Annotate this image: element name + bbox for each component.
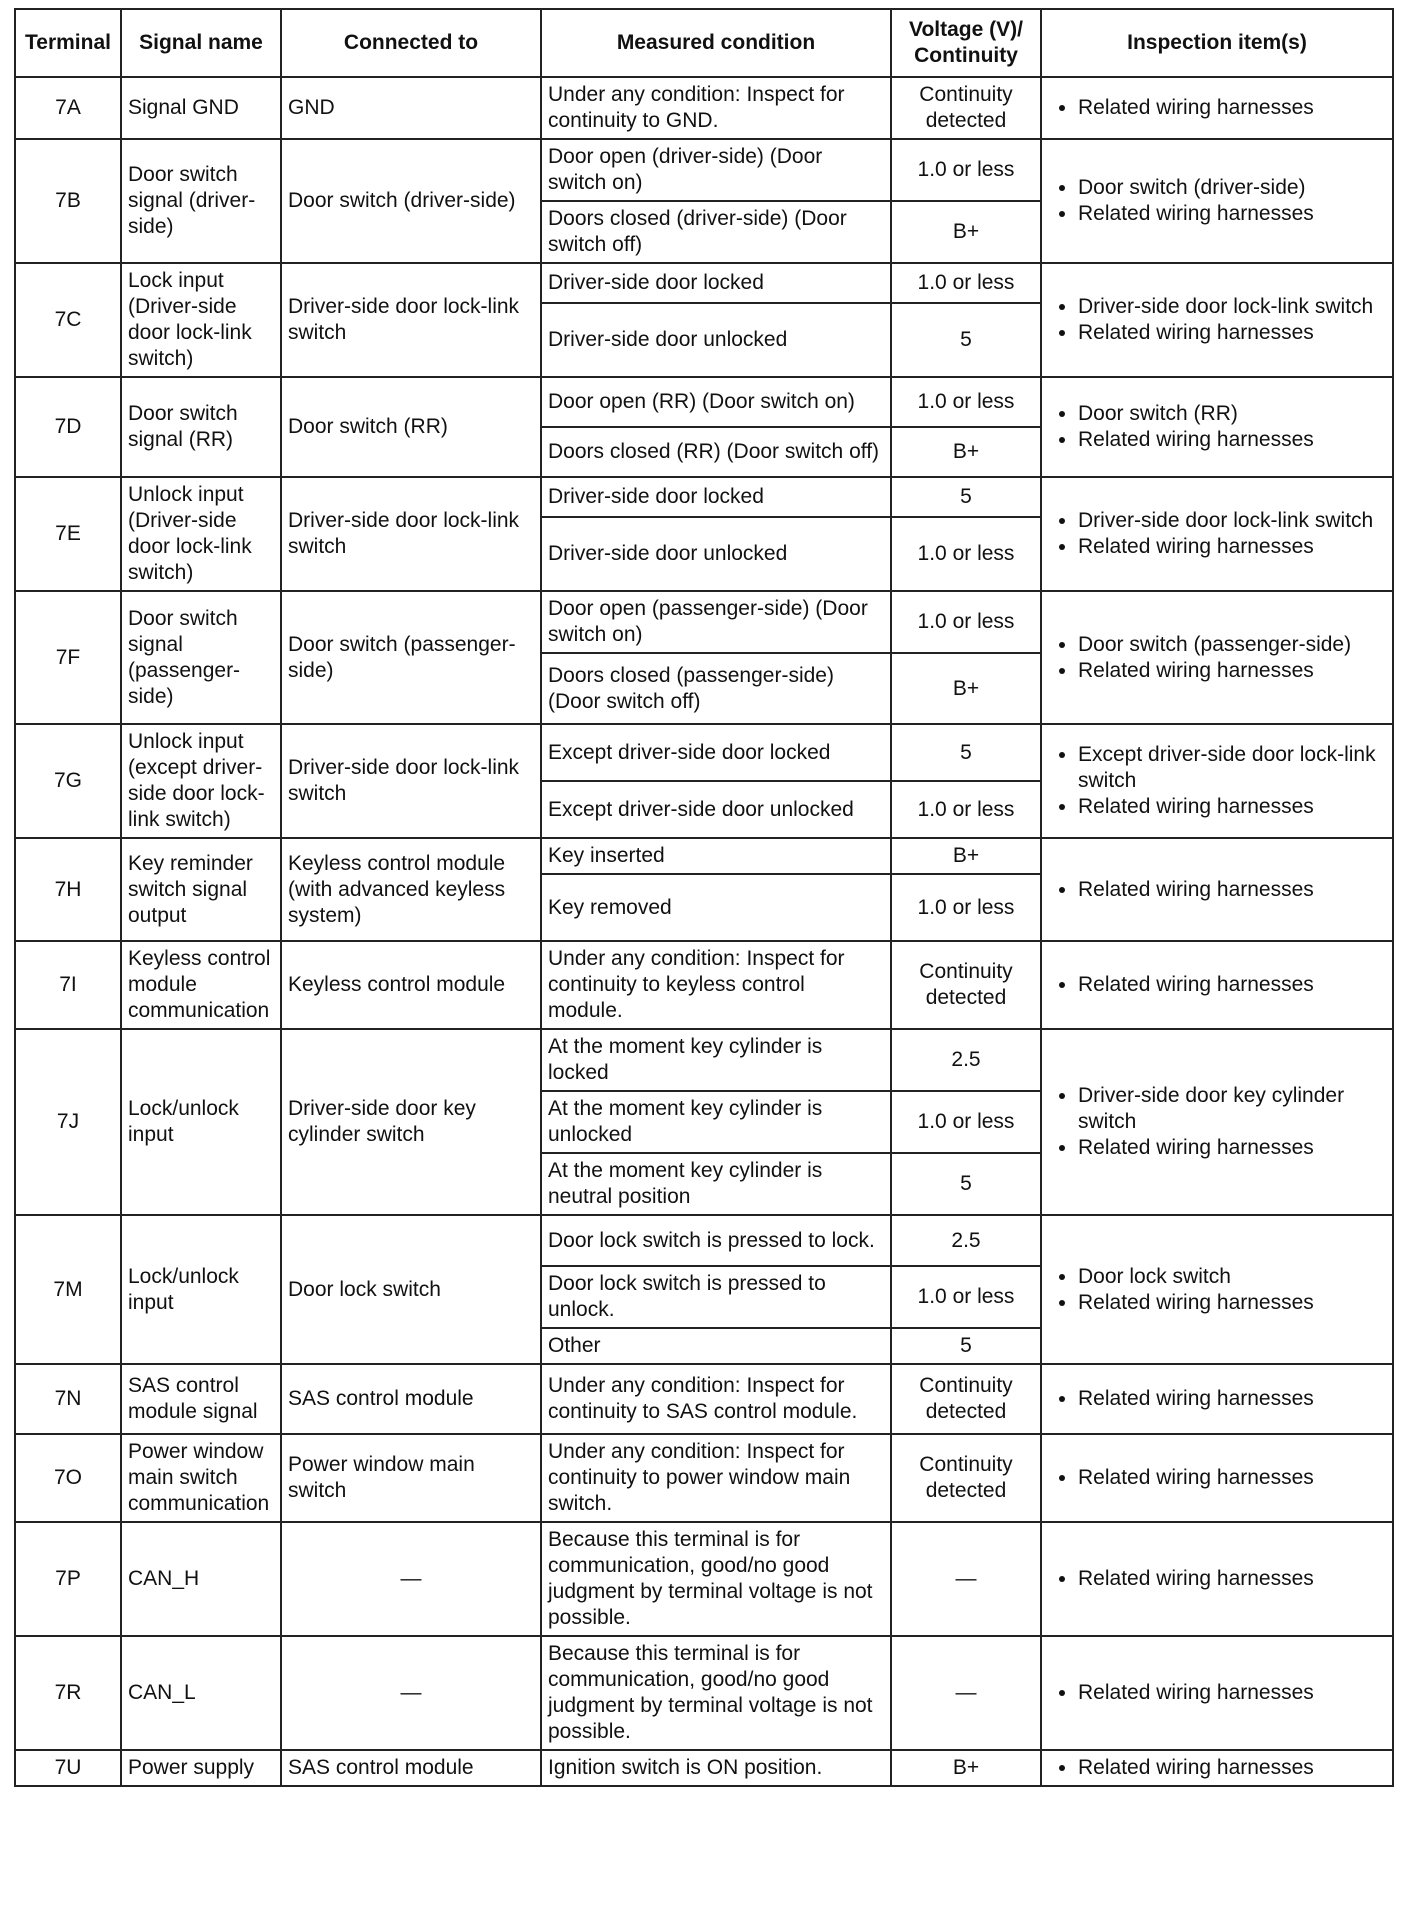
signal-name-cell: Unlock input (Driver-side door lock-link switch) — [121, 477, 281, 591]
table-row — [15, 477, 1393, 517]
measured-condition-cell: At the moment key cylinder is neutral position — [541, 1153, 891, 1215]
terminal-inspection-table-wrapper — [14, 8, 1392, 1787]
measured-condition-cell: Doors closed (driver-side) (Door switch off) — [541, 201, 891, 263]
inspection-items-cell — [1041, 1434, 1393, 1522]
connected-to-cell: GND — [281, 77, 541, 139]
table-row — [15, 1364, 1393, 1434]
inspection-items-list — [1048, 877, 1386, 903]
terminal-cell: 7E — [15, 477, 121, 591]
signal-name-cell: SAS control module signal — [121, 1364, 281, 1434]
inspection-item: • Driver-side door key cylinder switch — [1078, 1083, 1386, 1135]
inspection-items-list — [1048, 1680, 1386, 1706]
voltage-continuity-cell: — — [891, 1522, 1041, 1636]
measured-condition-cell: Driver-side door unlocked — [541, 517, 891, 591]
measured-condition-cell: At the moment key cylinder is unlocked — [541, 1091, 891, 1153]
terminal-cell: 7B — [15, 139, 121, 263]
measured-condition-cell: Door open (RR) (Door switch on) — [541, 377, 891, 427]
table-row — [15, 1029, 1393, 1091]
measured-condition-cell: Ignition switch is ON position. — [541, 1750, 891, 1786]
measured-condition-cell: Key removed — [541, 874, 891, 941]
inspection-items-cell — [1041, 263, 1393, 377]
measured-condition-cell: Because this terminal is for communication, good/no good judgment by terminal voltage is not possible. — [541, 1636, 891, 1750]
measured-condition-cell: Doors closed (passenger-side) (Door switch off) — [541, 653, 891, 724]
inspection-items-cell — [1041, 1522, 1393, 1636]
signal-name-cell: Unlock input (except driver-side door lock-link switch) — [121, 724, 281, 838]
measured-condition-cell: Other — [541, 1328, 891, 1364]
inspection-item: • Related wiring harnesses — [1078, 95, 1386, 121]
measured-condition-cell: Under any condition: Inspect for continuity to GND. — [541, 77, 891, 139]
inspection-items-cell — [1041, 941, 1393, 1029]
inspection-item: • Related wiring harnesses — [1078, 201, 1386, 227]
inspection-item: • Door switch (driver-side) — [1078, 175, 1386, 201]
connected-to-cell: SAS control module — [281, 1364, 541, 1434]
inspection-items-list — [1048, 972, 1386, 998]
voltage-continuity-cell: 1.0 or less — [891, 377, 1041, 427]
terminal-inspection-table — [14, 8, 1394, 1787]
signal-name-cell: CAN_H — [121, 1522, 281, 1636]
inspection-items-cell — [1041, 1750, 1393, 1786]
table-body — [15, 77, 1393, 1786]
signal-name-cell: Power supply — [121, 1750, 281, 1786]
measured-condition-cell: Door open (passenger-side) (Door switch on) — [541, 591, 891, 653]
connected-to-cell: SAS control module — [281, 1750, 541, 1786]
terminal-cell: 7M — [15, 1215, 121, 1364]
terminal-cell: 7R — [15, 1636, 121, 1750]
inspection-item: • Related wiring harnesses — [1078, 877, 1386, 903]
header-row — [15, 9, 1393, 77]
inspection-items-list — [1048, 95, 1386, 121]
voltage-continuity-cell: 5 — [891, 1153, 1041, 1215]
measured-condition-cell: Driver-side door unlocked — [541, 303, 891, 377]
measured-condition-cell: Door lock switch is pressed to lock. — [541, 1215, 891, 1266]
connected-to-cell: Driver-side door key cylinder switch — [281, 1029, 541, 1215]
inspection-items-list — [1048, 401, 1386, 453]
voltage-continuity-cell: 5 — [891, 1328, 1041, 1364]
inspection-items-cell — [1041, 1215, 1393, 1364]
measured-condition-cell: Door open (driver-side) (Door switch on) — [541, 139, 891, 201]
inspection-items-list — [1048, 175, 1386, 227]
terminal-cell: 7C — [15, 263, 121, 377]
voltage-continuity-cell: 1.0 or less — [891, 874, 1041, 941]
voltage-continuity-cell: 1.0 or less — [891, 591, 1041, 653]
inspection-item: • Related wiring harnesses — [1078, 1135, 1386, 1161]
header-terminal: Terminal — [15, 9, 121, 77]
terminal-cell: 7P — [15, 1522, 121, 1636]
voltage-continuity-cell: 5 — [891, 724, 1041, 781]
measured-condition-cell: Driver-side door locked — [541, 477, 891, 517]
inspection-items-cell — [1041, 139, 1393, 263]
signal-name-cell: Keyless control module communication — [121, 941, 281, 1029]
table-row — [15, 1215, 1393, 1266]
connected-to-cell: Door switch (RR) — [281, 377, 541, 477]
measured-condition-cell: Door lock switch is pressed to unlock. — [541, 1266, 891, 1328]
terminal-cell: 7A — [15, 77, 121, 139]
terminal-cell: 7D — [15, 377, 121, 477]
inspection-item: • Related wiring harnesses — [1078, 1755, 1386, 1781]
connected-to-cell: Driver-side door lock-link switch — [281, 263, 541, 377]
table-row — [15, 941, 1393, 1029]
signal-name-cell: Key reminder switch signal output — [121, 838, 281, 941]
header-voltage-continuity: Voltage (V)/ Continuity — [891, 9, 1041, 77]
table-row — [15, 591, 1393, 653]
terminal-cell: 7J — [15, 1029, 121, 1215]
inspection-item: • Related wiring harnesses — [1078, 1465, 1386, 1491]
signal-name-cell: Power window main switch communication — [121, 1434, 281, 1522]
inspection-items-list — [1048, 632, 1386, 684]
voltage-continuity-cell: 1.0 or less — [891, 781, 1041, 838]
voltage-continuity-cell: B+ — [891, 427, 1041, 477]
inspection-item: • Driver-side door lock-link switch — [1078, 508, 1386, 534]
voltage-continuity-cell: 2.5 — [891, 1029, 1041, 1091]
table-header — [15, 9, 1393, 77]
inspection-items-list — [1048, 1465, 1386, 1491]
header-signal-name: Signal name — [121, 9, 281, 77]
voltage-continuity-cell: 2.5 — [891, 1215, 1041, 1266]
measured-condition-cell: Under any condition: Inspect for continuity to keyless control module. — [541, 941, 891, 1029]
connected-to-cell: Door switch (passenger-side) — [281, 591, 541, 724]
connected-to-cell: Power window main switch — [281, 1434, 541, 1522]
inspection-items-cell — [1041, 591, 1393, 724]
voltage-continuity-cell: Continuity detected — [891, 1434, 1041, 1522]
inspection-items-list — [1048, 1083, 1386, 1161]
inspection-items-cell — [1041, 838, 1393, 941]
inspection-item: • Door lock switch — [1078, 1264, 1386, 1290]
voltage-continuity-cell: 1.0 or less — [891, 1266, 1041, 1328]
measured-condition-cell: Driver-side door locked — [541, 263, 891, 303]
table-row — [15, 838, 1393, 874]
inspection-item: • Door switch (passenger-side) — [1078, 632, 1386, 658]
table-row — [15, 263, 1393, 303]
inspection-items-cell — [1041, 377, 1393, 477]
inspection-items-list — [1048, 294, 1386, 346]
connected-to-cell: Driver-side door lock-link switch — [281, 477, 541, 591]
terminal-cell: 7H — [15, 838, 121, 941]
inspection-item: • Related wiring harnesses — [1078, 320, 1386, 346]
inspection-item: • Related wiring harnesses — [1078, 1290, 1386, 1316]
voltage-continuity-cell: 5 — [891, 477, 1041, 517]
measured-condition-cell: Except driver-side door locked — [541, 724, 891, 781]
table-row — [15, 139, 1393, 201]
header-measured-condition: Measured condition — [541, 9, 891, 77]
inspection-items-list — [1048, 508, 1386, 560]
inspection-items-cell — [1041, 724, 1393, 838]
inspection-items-cell — [1041, 1029, 1393, 1215]
voltage-continuity-cell: 1.0 or less — [891, 1091, 1041, 1153]
inspection-item: • Except driver-side door lock-link switch — [1078, 742, 1386, 794]
inspection-item: • Related wiring harnesses — [1078, 1680, 1386, 1706]
inspection-item: • Driver-side door lock-link switch — [1078, 294, 1386, 320]
inspection-item: • Related wiring harnesses — [1078, 658, 1386, 684]
inspection-items-list — [1048, 1264, 1386, 1316]
signal-name-cell: Door switch signal (RR) — [121, 377, 281, 477]
terminal-cell: 7G — [15, 724, 121, 838]
voltage-continuity-cell: Continuity detected — [891, 1364, 1041, 1434]
table-row — [15, 77, 1393, 139]
table-row — [15, 377, 1393, 427]
signal-name-cell: Door switch signal (driver-side) — [121, 139, 281, 263]
voltage-continuity-cell: Continuity detected — [891, 77, 1041, 139]
inspection-items-cell — [1041, 477, 1393, 591]
voltage-continuity-cell: 1.0 or less — [891, 517, 1041, 591]
inspection-item: • Related wiring harnesses — [1078, 972, 1386, 998]
inspection-items-list — [1048, 1755, 1386, 1781]
inspection-item: • Related wiring harnesses — [1078, 1386, 1386, 1412]
voltage-continuity-cell: B+ — [891, 201, 1041, 263]
measured-condition-cell: Key inserted — [541, 838, 891, 874]
inspection-items-cell — [1041, 1364, 1393, 1434]
header-inspection-items: Inspection item(s) — [1041, 9, 1393, 77]
terminal-cell: 7I — [15, 941, 121, 1029]
measured-condition-cell: Doors closed (RR) (Door switch off) — [541, 427, 891, 477]
signal-name-cell: CAN_L — [121, 1636, 281, 1750]
inspection-items-list — [1048, 742, 1386, 820]
connected-to-cell: Door lock switch — [281, 1215, 541, 1364]
signal-name-cell: Lock input (Driver-side door lock-link switch) — [121, 263, 281, 377]
measured-condition-cell: Except driver-side door unlocked — [541, 781, 891, 838]
terminal-cell: 7O — [15, 1434, 121, 1522]
signal-name-cell: Signal GND — [121, 77, 281, 139]
connected-to-cell: Driver-side door lock-link switch — [281, 724, 541, 838]
voltage-continuity-cell: 1.0 or less — [891, 139, 1041, 201]
terminal-cell: 7F — [15, 591, 121, 724]
voltage-continuity-cell: B+ — [891, 653, 1041, 724]
table-row — [15, 724, 1393, 781]
terminal-cell: 7N — [15, 1364, 121, 1434]
inspection-items-cell — [1041, 77, 1393, 139]
voltage-continuity-cell: B+ — [891, 838, 1041, 874]
measured-condition-cell: Because this terminal is for communication, good/no good judgment by terminal voltage is not possible. — [541, 1522, 891, 1636]
inspection-item: • Related wiring harnesses — [1078, 1566, 1386, 1592]
voltage-continuity-cell: Continuity detected — [891, 941, 1041, 1029]
connected-to-cell: — — [281, 1636, 541, 1750]
inspection-item: • Related wiring harnesses — [1078, 794, 1386, 820]
voltage-continuity-cell: B+ — [891, 1750, 1041, 1786]
signal-name-cell: Lock/unlock input — [121, 1215, 281, 1364]
terminal-cell: 7U — [15, 1750, 121, 1786]
signal-name-cell: Lock/unlock input — [121, 1029, 281, 1215]
inspection-item: • Related wiring harnesses — [1078, 534, 1386, 560]
connected-to-cell: — — [281, 1522, 541, 1636]
connected-to-cell: Keyless control module — [281, 941, 541, 1029]
connected-to-cell: Keyless control module (with advanced keyless system) — [281, 838, 541, 941]
measured-condition-cell: At the moment key cylinder is locked — [541, 1029, 891, 1091]
inspection-item: • Door switch (RR) — [1078, 401, 1386, 427]
table-row — [15, 1522, 1393, 1636]
inspection-items-cell — [1041, 1636, 1393, 1750]
measured-condition-cell: Under any condition: Inspect for continuity to power window main switch. — [541, 1434, 891, 1522]
voltage-continuity-cell: — — [891, 1636, 1041, 1750]
connected-to-cell: Door switch (driver-side) — [281, 139, 541, 263]
inspection-item: • Related wiring harnesses — [1078, 427, 1386, 453]
voltage-continuity-cell: 1.0 or less — [891, 263, 1041, 303]
inspection-items-list — [1048, 1566, 1386, 1592]
inspection-items-list — [1048, 1386, 1386, 1412]
voltage-continuity-cell: 5 — [891, 303, 1041, 377]
measured-condition-cell: Under any condition: Inspect for continuity to SAS control module. — [541, 1364, 891, 1434]
signal-name-cell: Door switch signal (passenger-side) — [121, 591, 281, 724]
table-row — [15, 1750, 1393, 1786]
table-row — [15, 1434, 1393, 1522]
table-row — [15, 1636, 1393, 1750]
header-connected-to: Connected to — [281, 9, 541, 77]
